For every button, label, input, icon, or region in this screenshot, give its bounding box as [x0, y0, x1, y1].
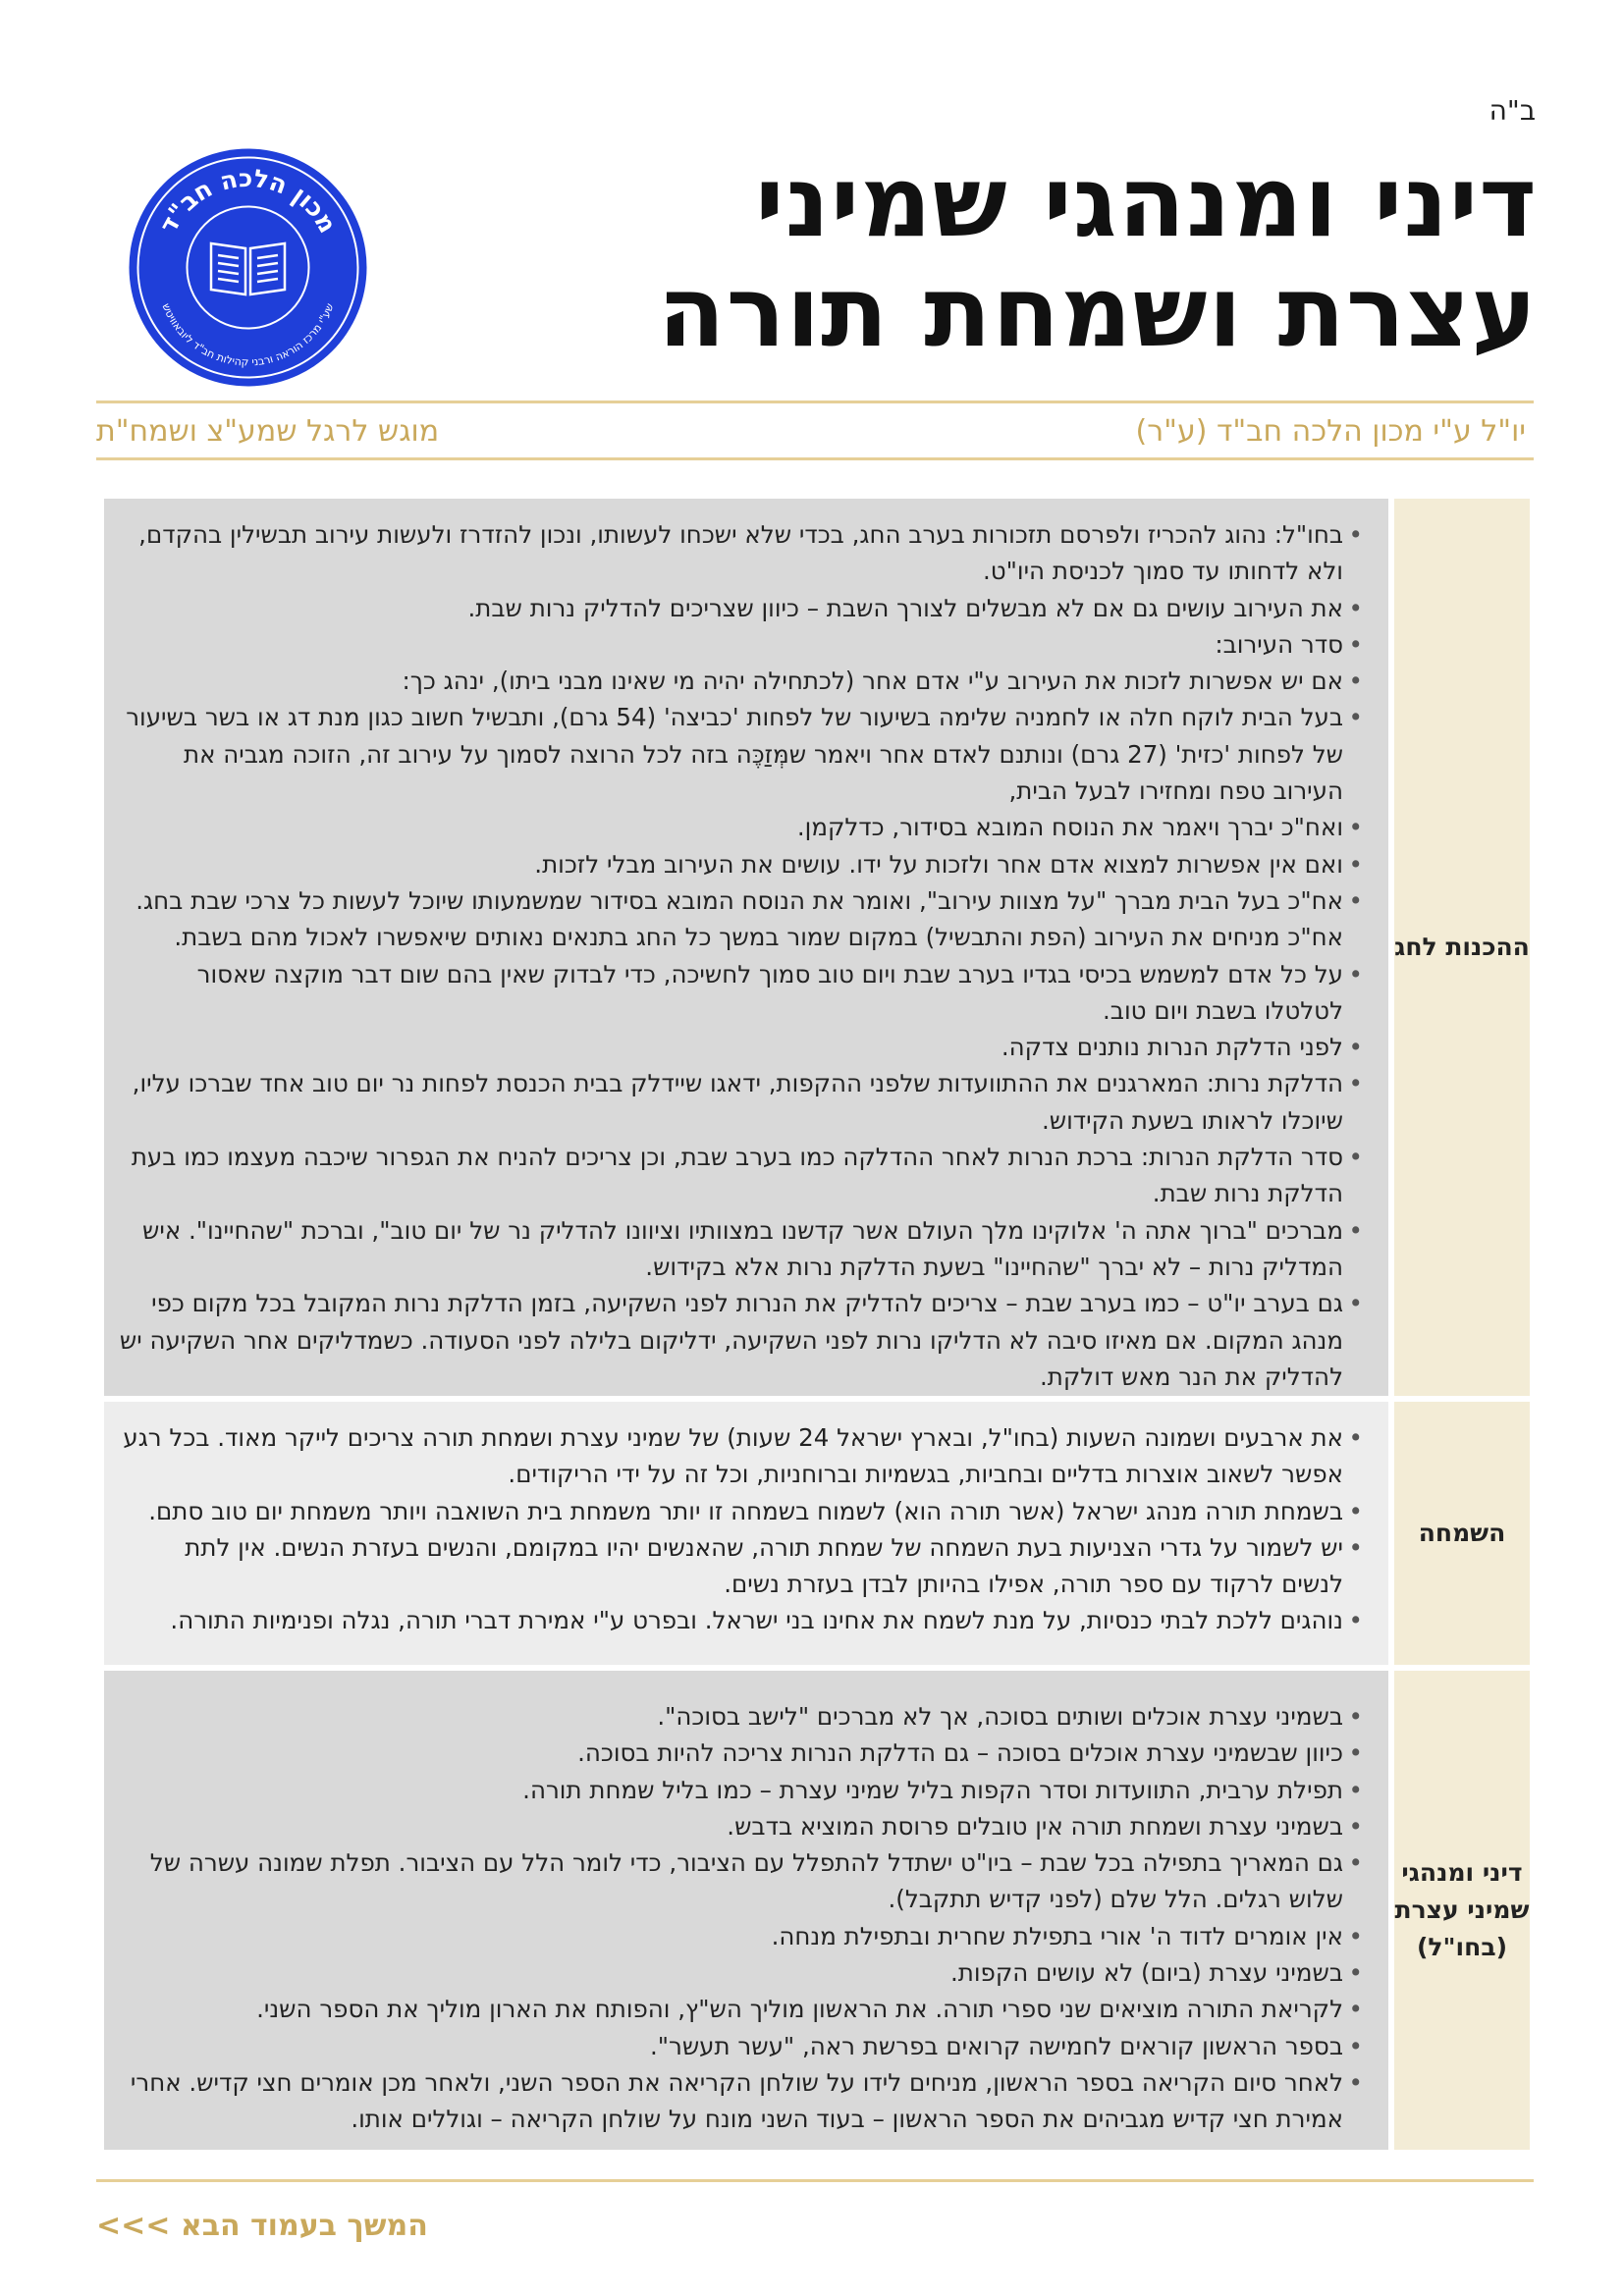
list-item: • הדלקת נרות: המארגנים את ההתוועדות שלפני ההקפות, ידאגו שיידלק בבית הכנסת לפחות נר יום טוב אחד שברכו עליו, שיוכלו לראותו בשעת הקידוש.	[116, 1065, 1365, 1139]
list-item: • סדר הדלקת הנרות: ברכת הנרות לאחר ההדלקה כמו בערב שבת, וכן צריכים להניח את הגפרור שיכבה מעצמו כמו בעת הדלקת נרות שבת.	[116, 1139, 1365, 1212]
divider-bottom	[96, 2179, 1534, 2182]
page-title	[458, 144, 1538, 369]
institute-logo	[128, 147, 368, 388]
list-item: • את ארבעים ושמונה השעות (בחו"ל, ובארץ ישראל 24 שעות) של שמיני עצרת ושמחת תורה צריכים לייקר מאוד. בכל רגע אפשר לשאוב אוצרות בדליים ובחביות, בגשמיות וברוחניות, וכל זה על ידי הריקודים.	[116, 1419, 1365, 1493]
title-line-1: דיני ומנהגי שמיני	[755, 144, 1538, 259]
list-item: • לפני הדלקת הנרות נותנים צדקה.	[116, 1029, 1365, 1065]
list-item: • בעל הבית לוקח חלה או לחמניה שלימה בשיעור של לפחות 'כביצה' (54 גרם), ותבשיל חשוב כגון מנת דג או בשר בשיעור של לפחות 'כזית' (27 גרם) ונותנם לאדם אחר ויאמר שמְּזַכֶּה בזה לכל הרוצה לסמוך על עירוב זה, הזוכה מגביה את העירוב טפח ומחזירו לבעל הבית,	[116, 699, 1365, 809]
logo-top-text: מכון הלכה חב"ד	[153, 163, 343, 239]
list-item: • את העירוב עושים גם אם לא מבשלים לצורך השבת – כיוון שצריכים להדליק נרות שבת.	[116, 590, 1365, 626]
section-content	[104, 1671, 1388, 2150]
list-item: • בשמיני עצרת אוכלים ושותים בסוכה, אך לא מברכים "לישב בסוכה".	[116, 1698, 1365, 1735]
list-item: • ואח"כ יברך ויאמר את הנוסח המובא בסידור, כדלקמן.	[116, 809, 1365, 845]
bullet-list	[116, 516, 1365, 1395]
list-item: • לאחר סיום הקריאה בספר הראשון, מניחים לידו על שולחן הקריאה את הספר השני, ולאחר מכן אומרים חצי קדיש. אחרי אמירת חצי קדיש מגביהים את הספר הראשון – בעוד השני מונח על שולחן הקריאה – וגוללים אותו.	[116, 2064, 1365, 2138]
section-shemini-atzeret-laws	[104, 1671, 1530, 2150]
bullet-list	[116, 1698, 1365, 2138]
logo-bottom-text: שע"י מרכז הוראה ורבני קהילות חב"ד ליובאוויטש	[159, 301, 337, 369]
list-item: • ואם אין אפשרות למצוא אדם אחר ולזכות על ידו. עושים את העירוב מבלי לזכות.	[116, 846, 1365, 882]
list-item: • בשמיני עצרת ושמחת תורה אין טובלים פרוסת המוציא בדבש.	[116, 1808, 1365, 1844]
list-item: • גם המאריך בתפילה בכל שבת – ביו"ט ישתדל להתפלל עם הציבור, כדי לומר הלל עם הציבור. תפלת שמונה עשרה של שלוש רגלים. הלל שלם (לפני קדיש תתקבל).	[116, 1844, 1365, 1918]
list-item: • אין אומרים לדוד ה' אורי בתפילת שחרית ובתפילת מנחה.	[116, 1918, 1365, 1954]
divider-top	[96, 400, 1534, 403]
bh-mark: ב"ה	[1489, 94, 1536, 127]
list-item: • כיוון שבשמיני עצרת אוכלים בסוכה – גם הדלקת הנרות צריכה להיות בסוכה.	[116, 1735, 1365, 1771]
list-item: • אח"כ בעל הבית מברך "על מצוות עירוב", ואומר את הנוסח המובא בסידור שמשמעותו שיוכל לעשות כל צרכי שבת בחג. אח"כ מניחים את העירוב (הפת והתבשיל) במקום שמור במשך כל החג בתנאים נאותים שיאפשרו לאכול מהם בשבת.	[116, 882, 1365, 956]
list-item: • על כל אדם למשמש בכיסי בגדיו בערב שבת ויום טוב סמוך לחשיכה, כדי לבדוק שאין בהם שום דבר מוקצה שאסור לטלטלו בשבת ויום טוב.	[116, 956, 1365, 1030]
list-item: • תפילת ערבית, התוועדות וסדר הקפות בליל שמיני עצרת – כמו בליל שמחת תורה.	[116, 1772, 1365, 1808]
section-label: ההכנות לחג	[1394, 499, 1530, 1396]
continue-next-page: המשך בעמוד הבא >>>	[96, 2209, 428, 2243]
list-item: • גם בערב יו"ט – כמו בערב שבת – צריכים להדליק את הנרות לפני השקיעה, בזמן הדלקת נרות המקובל בכל מקום כפי מנהג המקום. אם מאיזו סיבה לא הדליקו נרות לפני השקיעה, ידליקום בלילה לפני הסעודה. כשמדליקים אחר השקיעה יש להדליק את הנר מאש דולקת.	[116, 1285, 1365, 1395]
list-item: • יש לשמור על גדרי הצניעות בעת השמחה של שמחת תורה, שהאנשים יהיו במקומם, והנשים בעזרת הנשים. אין לתת לנשים לרקוד עם ספר תורה, אפילו בהיותן לבדן בעזרת נשים.	[116, 1529, 1365, 1603]
list-item: • בשמיני עצרת (ביום) לא עושים הקפות.	[116, 1954, 1365, 1991]
section-rejoicing	[104, 1402, 1530, 1665]
section-label: דיני ומנהגי שמיני עצרת (בחו"ל)	[1394, 1671, 1530, 2150]
logo-seal-icon	[128, 147, 368, 388]
section-content	[104, 1402, 1388, 1665]
dedication-line: מוגש לרגל שמע"צ ושמח"ת	[96, 414, 440, 449]
list-item: • סדר העירוב:	[116, 626, 1365, 663]
list-item: • נוהגים ללכת לבתי כנסיות, על מנת לשמח את אחינו בני ישראל. ובפרט ע"י אמירת דברי תורה, נגלה ופנימיות התורה.	[116, 1602, 1365, 1638]
list-item: • בספר הראשון קוראים לחמישה קרואים בפרשת ראה, "עשר תעשר".	[116, 2028, 1365, 2064]
section-content	[104, 499, 1388, 1396]
list-item: • אם יש אפשרות לזכות את העירוב ע"י אדם אחר (לכתחילה יהיה מי שאינו מבני ביתו), ינהג כך:	[116, 663, 1365, 699]
title-line-2: עצרת ושמחת תורה	[657, 254, 1538, 369]
list-item: • לקריאת התורה מוציאים שני ספרי תורה. את הראשון מוליך הש"ץ, והפותח את הארון מוליך את הספר השני.	[116, 1991, 1365, 2027]
publisher-line: יו"ל ע"י מכון הלכה חב"ד (ע"ר)	[1135, 414, 1526, 449]
bullet-list	[116, 1419, 1365, 1639]
list-item: • מברכים "ברוך אתה ה' אלוקינו מלך העולם אשר קדשנו במצוותיו וציוונו להדליק נר של יום טוב", וברכת "שהחיינו". איש המדליק נרות – לא יברך "שהחיינו" בשעת הדלקת נרות אלא בקידוש.	[116, 1212, 1365, 1286]
section-preparations	[104, 499, 1530, 1396]
list-item: • בשמחת תורה מנהג ישראל (אשר תורה הוא) לשמוח בשמחה זו יותר משמחת בית השואבה ויותר משמחת יום טוב סתם.	[116, 1493, 1365, 1529]
divider-sub	[96, 457, 1534, 460]
list-item: • בחו"ל: נהוג להכריז ולפרסם תזכורות בערב החג, בכדי שלא ישכחו לעשותו, ונכון להזדרז ולעשות עירוב תבשילין בהקדם, ולא לדחותו עד סמוך לכניסת היו"ט.	[116, 516, 1365, 590]
section-label: השמחה	[1394, 1402, 1530, 1665]
